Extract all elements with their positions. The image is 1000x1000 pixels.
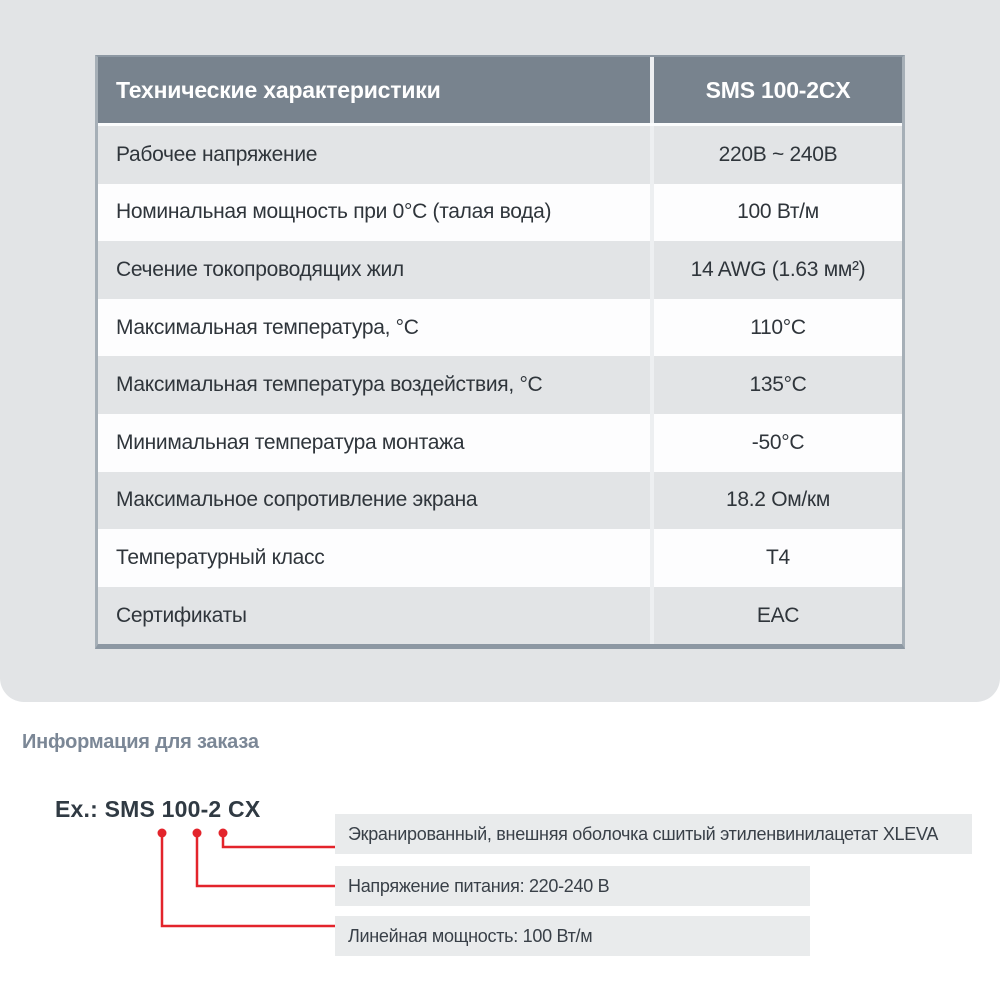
spec-value: 135°С (650, 356, 902, 414)
annotation-box-power: Линейная мощность: 100 Вт/м (335, 916, 810, 956)
table-row (98, 472, 902, 530)
spec-value: 100 Вт/м (650, 184, 902, 242)
annotation-box-sheath: Экранированный, внешняя оболочка сшитый этиленвинилацетат XLEVA (335, 814, 972, 854)
spec-label: Температурный класс (116, 545, 325, 569)
spec-label: Сечение токопроводящих жил (116, 257, 404, 281)
table-row (98, 241, 902, 299)
connector-dot (158, 829, 167, 838)
annotation-box-voltage: Напряжение питания: 220-240 В (335, 866, 810, 906)
spec-label: Рабочее напряжение (116, 142, 318, 166)
table-row (98, 299, 902, 357)
table-row (98, 184, 902, 242)
spec-label: Сертификаты (116, 603, 247, 627)
table-header-title: Технические характеристики (116, 76, 441, 103)
spec-value: 18.2 Ом/км (650, 472, 902, 530)
connector-dot (193, 829, 202, 838)
spec-label: Максимальное сопротивление экрана (116, 488, 478, 512)
spec-value: 14 AWG (1.63 мм²) (650, 241, 902, 299)
table-body (98, 123, 902, 644)
table-row (98, 529, 902, 587)
connector-dot (219, 829, 228, 838)
table-row (98, 356, 902, 414)
connector-line-sheath (223, 833, 335, 847)
spec-label: Максимальная температура воздействия, °С (116, 373, 543, 397)
table-header-row (98, 57, 902, 123)
spec-value: EAC (650, 587, 902, 645)
example-order-code: Ex.: SMS 100-2 CX (55, 796, 261, 822)
table-row (98, 587, 902, 645)
spec-value: 110°С (650, 299, 902, 357)
spec-value: 220В ~ 240В (650, 126, 902, 184)
spec-value: -50°С (650, 414, 902, 472)
connector-line-voltage (197, 833, 335, 886)
spec-label: Минимальная температура монтажа (116, 430, 465, 454)
spec-label: Максимальная температура, °С (116, 315, 419, 339)
table-row (98, 414, 902, 472)
spec-value: Т4 (650, 529, 902, 587)
table-row (98, 123, 902, 184)
spec-label: Номинальная мощность при 0°С (талая вода) (116, 200, 552, 224)
order-info-title: Информация для заказа (22, 731, 259, 753)
table-header-product-model: SMS 100-2CX (650, 57, 902, 123)
spec-table (95, 55, 905, 649)
connector-line-power (162, 833, 335, 926)
